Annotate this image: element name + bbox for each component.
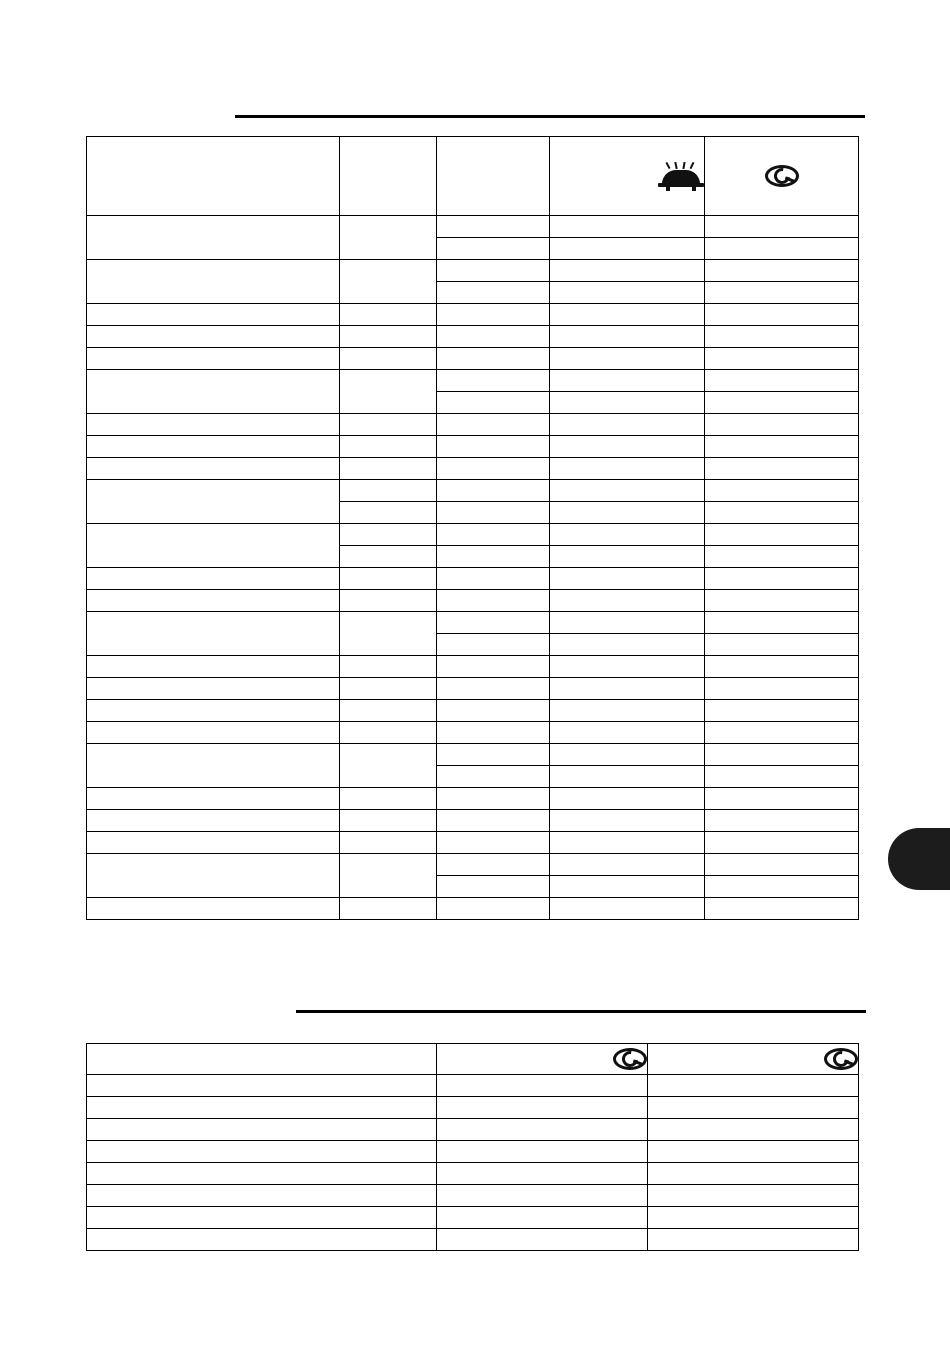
cell-food: [87, 1097, 437, 1119]
table-row: [87, 1075, 859, 1097]
cell-level: [437, 348, 550, 370]
cell-grill: [550, 700, 705, 722]
cell-convection: [705, 216, 859, 238]
table-row: [87, 590, 859, 612]
cell-grill: [550, 568, 705, 590]
cell-quantity: [340, 260, 437, 304]
cell-value-1: [437, 1119, 648, 1141]
cell-grill: [550, 304, 705, 326]
cell-food: [87, 1229, 437, 1251]
cell-quantity: [340, 832, 437, 854]
cell-convection: [705, 546, 859, 568]
cell-quantity: [340, 656, 437, 678]
cell-quantity: [340, 370, 437, 414]
cell-quantity: [340, 348, 437, 370]
cell-grill: [550, 832, 705, 854]
cell-level: [437, 436, 550, 458]
cell-grill: [550, 898, 705, 920]
cell-level: [437, 238, 550, 260]
cell-convection: [705, 480, 859, 502]
cell-level: [437, 480, 550, 502]
cooking-table: [86, 136, 859, 920]
header-cell-convection-2: [648, 1044, 859, 1075]
cell-food: [87, 722, 340, 744]
table-row: [87, 348, 859, 370]
cell-grill: [550, 722, 705, 744]
table-row: [87, 414, 859, 436]
cell-convection: [705, 854, 859, 876]
grill-icon: [658, 161, 704, 191]
table-row: [87, 568, 859, 590]
cell-convection: [705, 898, 859, 920]
cell-value-2: [648, 1229, 859, 1251]
cell-food: [87, 1163, 437, 1185]
cell-grill: [550, 370, 705, 392]
cell-grill: [550, 480, 705, 502]
cell-food: [87, 898, 340, 920]
table-row: [87, 1119, 859, 1141]
cell-quantity: [340, 612, 437, 656]
cell-grill: [550, 436, 705, 458]
cell-convection: [705, 810, 859, 832]
cell-quantity: [340, 700, 437, 722]
cell-food: [87, 678, 340, 700]
cell-level: [437, 678, 550, 700]
cell-quantity: [340, 546, 437, 568]
table-row: [87, 678, 859, 700]
convection-fan-icon: [765, 163, 799, 189]
cell-level: [437, 304, 550, 326]
cell-grill: [550, 326, 705, 348]
table-header-row: [87, 137, 859, 216]
cell-level: [437, 568, 550, 590]
table-row: [87, 1163, 859, 1185]
table-row: [87, 480, 859, 502]
cell-food: [87, 810, 340, 832]
cell-level: [437, 260, 550, 282]
cell-quantity: [340, 678, 437, 700]
header-cell-level: [437, 137, 550, 216]
table-row: [87, 1185, 859, 1207]
cell-convection: [705, 392, 859, 414]
cell-convection: [705, 524, 859, 546]
cell-food: [87, 1075, 437, 1097]
convection-fan-icon: [824, 1046, 858, 1072]
cell-level: [437, 524, 550, 546]
header-cell-convection-1: [437, 1044, 648, 1075]
cell-grill: [550, 590, 705, 612]
cell-convection: [705, 766, 859, 788]
cell-value-2: [648, 1097, 859, 1119]
cell-grill: [550, 876, 705, 898]
table-row: [87, 1141, 859, 1163]
cell-grill: [550, 810, 705, 832]
cell-food: [87, 414, 340, 436]
cell-food: [87, 656, 340, 678]
cell-level: [437, 876, 550, 898]
cell-grill: [550, 216, 705, 238]
table-row: [87, 612, 859, 634]
cell-food: [87, 326, 340, 348]
cell-grill: [550, 282, 705, 304]
cell-value-2: [648, 1207, 859, 1229]
cell-grill: [550, 348, 705, 370]
cell-grill: [550, 854, 705, 876]
cell-quantity: [340, 854, 437, 898]
cell-value-2: [648, 1185, 859, 1207]
header-cell-convection: [705, 137, 859, 216]
cell-grill: [550, 524, 705, 546]
cell-food: [87, 436, 340, 458]
cell-grill: [550, 392, 705, 414]
cell-convection: [705, 502, 859, 524]
cell-level: [437, 788, 550, 810]
cell-convection: [705, 326, 859, 348]
cell-grill: [550, 546, 705, 568]
cell-food: [87, 744, 340, 788]
cell-food: [87, 1185, 437, 1207]
cell-value-1: [437, 1075, 648, 1097]
cell-quantity: [340, 326, 437, 348]
cell-level: [437, 898, 550, 920]
cell-quantity: [340, 414, 437, 436]
cell-grill: [550, 656, 705, 678]
cell-food: [87, 1141, 437, 1163]
cell-convection: [705, 612, 859, 634]
cell-level: [437, 612, 550, 634]
cell-food: [87, 348, 340, 370]
cell-food: [87, 590, 340, 612]
header-cell-quantity: [340, 137, 437, 216]
cell-level: [437, 854, 550, 876]
cell-food: [87, 788, 340, 810]
cell-grill: [550, 502, 705, 524]
cell-quantity: [340, 744, 437, 788]
table-row: [87, 370, 859, 392]
cell-grill: [550, 458, 705, 480]
cell-quantity: [340, 480, 437, 502]
cell-value-2: [648, 1119, 859, 1141]
cell-convection: [705, 678, 859, 700]
cell-value-2: [648, 1075, 859, 1097]
convection-fan-icon: [613, 1046, 647, 1072]
cell-level: [437, 590, 550, 612]
cell-convection: [705, 458, 859, 480]
cell-convection: [705, 744, 859, 766]
cell-grill: [550, 414, 705, 436]
page-thumb-tab: [888, 828, 950, 890]
cell-grill: [550, 678, 705, 700]
table2-header-row: [87, 1044, 859, 1075]
cell-convection: [705, 568, 859, 590]
cell-level: [437, 546, 550, 568]
cell-food: [87, 304, 340, 326]
cell-level: [437, 656, 550, 678]
defrost-table: [86, 1043, 859, 1251]
table-row: [87, 810, 859, 832]
top-horizontal-rule: [235, 115, 865, 118]
cell-food: [87, 458, 340, 480]
cell-convection: [705, 238, 859, 260]
cell-level: [437, 832, 550, 854]
cell-convection: [705, 788, 859, 810]
cell-food: [87, 568, 340, 590]
table-row: [87, 898, 859, 920]
table-row: [87, 436, 859, 458]
cell-level: [437, 216, 550, 238]
middle-horizontal-rule: [296, 1010, 866, 1013]
cell-value-1: [437, 1097, 648, 1119]
cell-convection: [705, 832, 859, 854]
cell-value-1: [437, 1163, 648, 1185]
cell-convection: [705, 722, 859, 744]
cell-food: [87, 612, 340, 656]
cell-level: [437, 326, 550, 348]
table-row: [87, 1207, 859, 1229]
table-row: [87, 1229, 859, 1251]
cell-level: [437, 722, 550, 744]
table-row: [87, 656, 859, 678]
header-cell-food: [87, 137, 340, 216]
cell-food: [87, 480, 340, 524]
cell-food: [87, 832, 340, 854]
cell-grill: [550, 634, 705, 656]
cell-quantity: [340, 502, 437, 524]
cell-quantity: [340, 810, 437, 832]
cell-level: [437, 392, 550, 414]
table-row: [87, 1097, 859, 1119]
cell-convection: [705, 700, 859, 722]
cell-level: [437, 282, 550, 304]
cell-quantity: [340, 788, 437, 810]
cell-value-2: [648, 1141, 859, 1163]
cell-convection: [705, 590, 859, 612]
cell-quantity: [340, 458, 437, 480]
table-row: [87, 744, 859, 766]
header-cell-grill: [550, 137, 705, 216]
cell-level: [437, 370, 550, 392]
cell-convection: [705, 436, 859, 458]
cell-level: [437, 502, 550, 524]
cell-level: [437, 810, 550, 832]
cell-quantity: [340, 568, 437, 590]
cell-convection: [705, 304, 859, 326]
cell-quantity: [340, 524, 437, 546]
cell-convection: [705, 876, 859, 898]
cell-grill: [550, 744, 705, 766]
cell-convection: [705, 656, 859, 678]
cell-quantity: [340, 898, 437, 920]
cell-convection: [705, 260, 859, 282]
cell-level: [437, 458, 550, 480]
cell-food: [87, 524, 340, 568]
table-row: [87, 788, 859, 810]
cell-grill: [550, 788, 705, 810]
table-row: [87, 216, 859, 238]
cell-value-1: [437, 1207, 648, 1229]
cell-convection: [705, 634, 859, 656]
cell-level: [437, 634, 550, 656]
cell-food: [87, 370, 340, 414]
cell-grill: [550, 260, 705, 282]
table-row: [87, 458, 859, 480]
table-row: [87, 260, 859, 282]
cell-value-2: [648, 1163, 859, 1185]
cell-quantity: [340, 722, 437, 744]
header-cell-food: [87, 1044, 437, 1075]
cell-value-1: [437, 1229, 648, 1251]
cell-value-1: [437, 1185, 648, 1207]
cell-food: [87, 700, 340, 722]
cell-level: [437, 744, 550, 766]
cell-food: [87, 216, 340, 260]
cell-level: [437, 766, 550, 788]
table-row: [87, 832, 859, 854]
table-row: [87, 524, 859, 546]
table-row: [87, 304, 859, 326]
table-row: [87, 722, 859, 744]
cell-food: [87, 1207, 437, 1229]
cell-food: [87, 260, 340, 304]
cell-quantity: [340, 436, 437, 458]
cell-quantity: [340, 590, 437, 612]
cell-grill: [550, 238, 705, 260]
cell-level: [437, 414, 550, 436]
cell-grill: [550, 766, 705, 788]
table-row: [87, 854, 859, 876]
cell-convection: [705, 370, 859, 392]
cell-convection: [705, 348, 859, 370]
cell-convection: [705, 282, 859, 304]
cell-quantity: [340, 216, 437, 260]
cell-food: [87, 1119, 437, 1141]
cell-quantity: [340, 304, 437, 326]
table-row: [87, 700, 859, 722]
cell-grill: [550, 612, 705, 634]
cell-level: [437, 700, 550, 722]
cell-value-1: [437, 1141, 648, 1163]
cell-food: [87, 854, 340, 898]
cell-convection: [705, 414, 859, 436]
